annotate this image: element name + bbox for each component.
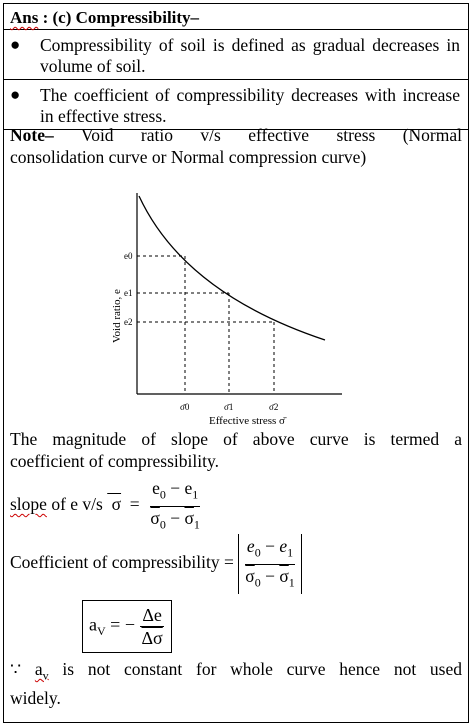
guide-lines <box>137 256 274 394</box>
conclusion-paragraph <box>10 658 462 709</box>
abs-bars <box>238 534 302 594</box>
x-tick-sigma1: σ̄1 <box>224 402 234 412</box>
conclusion-text: is not constant for whole curve hence not used <box>62 659 463 679</box>
note-line <box>10 124 462 146</box>
sigma-bar: σ <box>107 494 122 515</box>
bullet-dot-icon: ● <box>10 85 21 104</box>
x-tick-sigma0: σ̄0 <box>180 402 190 412</box>
conclusion-text: widely. <box>10 687 61 708</box>
answer-title <box>10 8 199 28</box>
slope-fraction <box>148 478 202 534</box>
note-label: Note– <box>10 125 54 145</box>
bullet-list <box>4 30 468 130</box>
bullet-dot-icon: ● <box>10 35 21 54</box>
note-text: Void ratio v/s effective stress (Normal <box>80 125 463 145</box>
bullet-item <box>4 30 468 79</box>
slope-paragraph <box>10 428 462 472</box>
slope-word: slope <box>10 494 47 515</box>
answer-card <box>3 3 469 723</box>
because-icon: ∵ <box>10 659 22 679</box>
paragraph-line: The magnitude of slope of above curve is termed a <box>10 429 462 449</box>
conclusion-line <box>10 658 462 687</box>
av-numerator: Δe <box>142 605 162 625</box>
y-tick-e1: e1 <box>124 288 133 298</box>
bullet-item <box>4 79 468 129</box>
av-var: a <box>34 659 43 679</box>
bullet-text: The coefficient of compressibility decreases with increase in effective stress. <box>40 85 460 126</box>
compression-curve <box>139 196 325 340</box>
void-ratio-chart <box>4 168 470 428</box>
note-paragraph <box>10 124 462 168</box>
slope-equation: slope of e v/s σ = $\frac{e_0 - e_1}{\overline{\sigma}_0 - \overline{\sigma}_1}$ <box>10 478 462 534</box>
fraction-numerator: $e_0 - e_1$ <box>245 536 295 565</box>
paragraph-line: coefficient of compressibility. <box>10 451 219 471</box>
answer-header <box>4 4 468 30</box>
coefficient-label: Coefficient of compressibility = <box>10 552 234 573</box>
av-denominator: Δσ <box>141 628 163 648</box>
slope-text: of e v/s <box>51 494 103 515</box>
av-formula-box: $a_V$ = − $\frac{\Delta e}{\Delta\sigma}$ <box>82 600 172 653</box>
coefficient-fraction <box>243 536 297 592</box>
av-symbol: a <box>89 614 97 635</box>
fraction-numerator: $e_0 - e_1$ <box>150 478 200 507</box>
answer-topic: : (c) Compressibility– <box>42 8 200 27</box>
ans-label: Ans <box>10 8 39 27</box>
fraction-denominator: $\overline{\sigma}_0 - \overline{\sigma}_1$ <box>245 565 295 589</box>
x-axis-label: Effective stress σ̄ <box>209 415 285 427</box>
bullet-text: Compressibility of soil is defined as gradual decreases in volume of soil. <box>40 35 460 76</box>
y-tick-e2: e2 <box>124 317 133 327</box>
y-axis-label: Void ratio, e <box>111 289 123 343</box>
av-fraction <box>139 605 164 648</box>
av-var-subscript: v <box>42 668 49 683</box>
fraction-denominator: $\overline{\sigma}_0 - \overline{\sigma}_1$ <box>150 507 200 531</box>
note-text: consolidation curve or Normal compression curve) <box>10 147 367 167</box>
coefficient-equation <box>10 534 462 594</box>
x-tick-sigma2: σ̄2 <box>269 402 279 412</box>
av-subscript: V <box>97 624 106 639</box>
y-tick-e0: e0 <box>124 251 133 261</box>
